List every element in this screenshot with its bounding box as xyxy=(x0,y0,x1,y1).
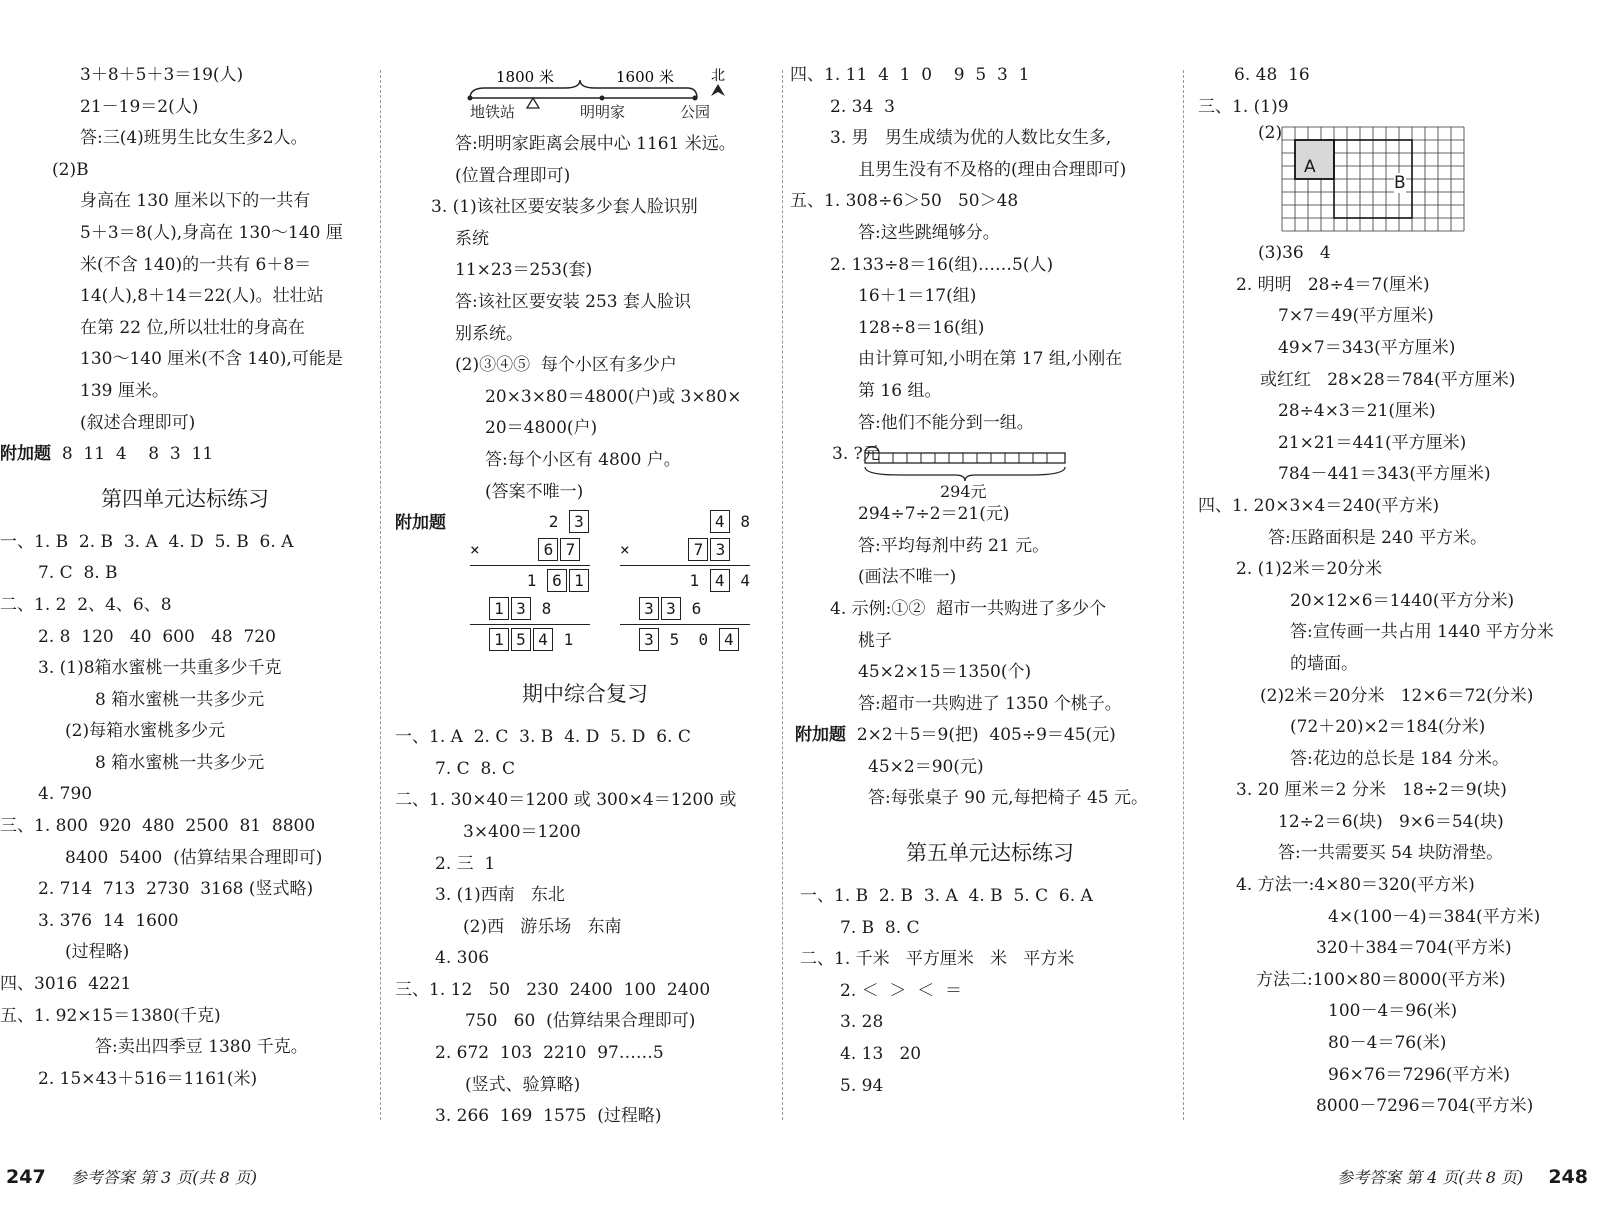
answer-box: 3 xyxy=(569,510,589,533)
home-dot xyxy=(600,96,605,101)
answer-line: 49×7＝343(平方厘米) xyxy=(1278,337,1456,358)
answer-line: 四、1. 20×3×4＝240(平方米) xyxy=(1198,495,1440,516)
answer-line: 答:花边的总长是 184 分米。 xyxy=(1290,748,1509,769)
multiplication-puzzles xyxy=(395,508,775,666)
segment-label-2: 1600 米 xyxy=(616,68,674,86)
answer-line: 答:每个小区有 4800 户。 xyxy=(485,449,681,470)
question-label: (2) xyxy=(1258,123,1283,144)
answer-line: 8 箱水蜜桃一共多少元 xyxy=(95,752,265,773)
answer-line: 3. (1)西南 东北 xyxy=(435,885,565,906)
answer-line: (2)2米＝20分米 12×6＝72(分米) xyxy=(1260,685,1534,706)
park-dot xyxy=(693,96,698,101)
answer-line: 三、1. (1)9 xyxy=(1198,96,1289,117)
answer-line: 3. 男 男生成绩为优的人数比女生多, xyxy=(830,128,1112,149)
answer-line: 别系统。 xyxy=(455,323,523,344)
answer-line: (2)③④⑤ 每个小区有多少户 xyxy=(455,355,677,376)
puzzle-2: 4 8 × 7 3 1 4 4 3 3 6 3 5 0 4 xyxy=(620,512,750,650)
column-divider xyxy=(380,70,381,1120)
answer-line: 8400 5400 (估算结果合理即可) xyxy=(65,847,323,868)
column-1 xyxy=(0,60,370,1095)
answer-box: 6 xyxy=(547,569,567,592)
answer-box: 3 xyxy=(661,597,681,620)
extra-question-label: 附加题 xyxy=(0,444,51,465)
answer-line: (画法不唯一) xyxy=(858,567,957,588)
answer-line: (2)B xyxy=(52,159,89,180)
answer-box: 6 xyxy=(538,538,558,561)
answer-line: 2. 15×43＋516＝1161(米) xyxy=(38,1068,258,1089)
answer-line: 答:明明家距离会展中心 1161 米远。 xyxy=(455,134,736,154)
answer-box: 4 xyxy=(719,628,739,651)
answer-line: 2. 明明 28÷4＝7(厘米) xyxy=(1236,274,1430,295)
page-number: 247 xyxy=(6,1166,46,1188)
answer-box: 1 xyxy=(489,628,509,651)
north-arrow-icon xyxy=(711,84,725,96)
footer-right xyxy=(1337,1165,1588,1188)
total-label: 294元 xyxy=(940,482,987,502)
answer-line: 二、1. 2 2、4、6、8 xyxy=(0,594,172,615)
answer-line: 答:压路面积是 240 平方米。 xyxy=(1268,527,1487,548)
square-grid-svg xyxy=(1280,125,1470,237)
answer-line: 12÷2＝6(块) 9×6＝54(块) xyxy=(1278,811,1504,832)
question-label: 3. ?元 xyxy=(832,444,880,465)
answer-box: 7 xyxy=(688,538,708,561)
answer-line: 三、1. 12 50 230 2400 100 2400 xyxy=(395,979,711,1000)
extra-answer: 8 11 4 8 3 11 xyxy=(61,444,214,465)
answer-line: 五、1. 308÷6＞50 50＞48 xyxy=(790,191,1019,212)
answer-line: 14(人),8＋14＝22(人)。壮壮站 xyxy=(80,286,324,307)
answer-line: 2. ＜ ＞ ＜ ＝ xyxy=(840,980,963,1001)
answer-line: 784－441＝343(平方厘米) xyxy=(1278,464,1491,485)
answer-line: 且男生没有不及格的(理由合理即可) xyxy=(858,159,1127,180)
station-dot xyxy=(468,96,473,101)
answer-line: 4. 790 xyxy=(38,784,93,805)
answer-line: 16＋1＝17(组) xyxy=(858,286,977,307)
answer-box: 5 xyxy=(511,628,531,651)
section-title: 第五单元达标练习 xyxy=(906,841,1074,866)
answer-line: 4×(100－4)＝384(平方米) xyxy=(1328,906,1541,927)
answer-box: 4 xyxy=(710,569,730,592)
answer-line: 3. (1)8箱水蜜桃一共重多少千克 xyxy=(38,658,282,679)
answer-line: 139 厘米。 xyxy=(80,380,169,401)
answer-line: 20＝4800(户) xyxy=(485,418,598,439)
answer-line: 答:卖出四季豆 1380 千克。 xyxy=(95,1037,308,1058)
place-label: 公园 xyxy=(680,103,711,121)
price-diagram xyxy=(800,439,1180,502)
puzzle-1: 2 3 × 6 7 1 6 1 1 3 8 1 5 4 1 xyxy=(470,508,590,654)
answer-line: 二、1. 30×40＝1200 或 300×4＝1200 或 xyxy=(395,790,737,811)
answer-line: 7. B 8. C xyxy=(840,917,920,938)
answer-line: 答:他们不能分到一组。 xyxy=(858,412,1034,433)
answer-line: 8 箱水蜜桃一共多少元 xyxy=(95,689,265,710)
answer-line: 320＋384＝704(平方米) xyxy=(1316,938,1512,959)
answer-line: 系统 xyxy=(455,228,489,249)
answer-line: 四、3016 4221 xyxy=(0,974,132,995)
segment-label-1: 1800 米 xyxy=(496,68,554,86)
answer-line: 3. 266 169 1575 (过程略) xyxy=(435,1106,662,1127)
answer-line: 3. 376 14 1600 xyxy=(38,910,179,931)
grid-figure xyxy=(1198,123,1600,238)
answer-line: 4. 示例:①② 超市一共购进了多少个 xyxy=(830,598,1107,619)
answer-box: 1 xyxy=(569,569,589,592)
answer-line: 3＋8＋5＋3＝19(人) xyxy=(80,65,244,85)
extra-question-label: 附加题 xyxy=(795,725,846,746)
answer-line: 3. (1)该社区要安装多少套人脸识别 xyxy=(431,197,698,218)
answer-line: 答:宣传画一共占用 1440 平方分米 xyxy=(1290,622,1554,643)
column-divider xyxy=(782,70,783,1120)
answer-line: 2. 133÷8＝16(组)……5(人) xyxy=(830,254,1054,275)
answer-line: 96×76＝7296(平方米) xyxy=(1328,1064,1511,1085)
answer-line: 20×3×80＝4800(户)或 3×80× xyxy=(485,386,742,407)
answer-line: 五、1. 92×15＝1380(千克) xyxy=(0,1005,221,1026)
section-title: 期中综合复习 xyxy=(522,682,648,707)
answer-line: 45×2×15＝1350(个) xyxy=(858,662,1032,683)
answer-line: 米(不含 140)的一共有 6＋8＝ xyxy=(80,254,312,275)
answer-line: 2. (1)2米＝20分米 xyxy=(1236,559,1383,580)
answer-line: 11×23＝253(套) xyxy=(455,260,593,281)
segment-ticks xyxy=(879,453,1047,463)
answer-line: 21－19＝2(人) xyxy=(80,96,199,117)
answer-line: 5＋3＝8(人),身高在 130～140 厘 xyxy=(80,222,343,243)
place-label: 地铁站 xyxy=(470,103,516,121)
answer-line: 80－4＝76(米) xyxy=(1328,1033,1447,1054)
answer-line: 7. C 8. B xyxy=(38,563,118,584)
place-label: 明明家 xyxy=(580,103,626,121)
answer-line: 750 60 (估算结果合理即可) xyxy=(465,1011,696,1032)
answer-box: 4 xyxy=(710,510,730,533)
answer-line: 的墙面。 xyxy=(1290,653,1358,674)
answer-box: 3 xyxy=(639,597,659,620)
answer-line: 四、1. 11 4 1 0 9 5 3 1 xyxy=(790,65,1030,85)
north-label: 北 xyxy=(711,68,725,84)
answer-line: 答:该社区要安装 253 套人脸识 xyxy=(455,291,691,312)
answer-line: 3. 28 xyxy=(840,1012,884,1033)
section-title: 第四单元达标练习 xyxy=(101,486,269,511)
answer-box: 1 xyxy=(489,597,509,620)
answer-line: 三、1. 800 920 480 2500 81 8800 xyxy=(0,816,316,837)
answer-line: 答:每张桌子 90 元,每把椅子 45 元。 xyxy=(868,788,1149,809)
answer-line: 一、1. B 2. B 3. A 4. B 5. C 6. A xyxy=(800,886,1093,907)
answer-line: (答案不唯一) xyxy=(485,481,584,502)
answer-line: 4. 306 xyxy=(435,948,490,969)
answer-line: 3. 20 厘米＝2 分米 18÷2＝9(块) xyxy=(1236,780,1507,801)
answer-line: (位置合理即可) xyxy=(455,165,571,186)
answer-line: 在第 22 位,所以壮壮的身高在 xyxy=(80,317,305,338)
answer-line: 或红红 28×28＝784(平方厘米) xyxy=(1260,369,1516,390)
column-3 xyxy=(790,60,1180,1102)
answer-line: 28÷4×3＝21(厘米) xyxy=(1278,401,1436,422)
answer-line: 130～140 厘米(不含 140),可能是 xyxy=(80,349,343,370)
answer-line: 2. 8 120 40 600 48 720 xyxy=(38,626,276,647)
column-4 xyxy=(1198,60,1600,1123)
answer-line: 100－4＝96(米) xyxy=(1328,1001,1458,1022)
answer-line: (竖式、验算略) xyxy=(465,1074,581,1095)
answer-line: 一、1. B 2. B 3. A 4. D 5. B 6. A xyxy=(0,531,294,552)
column-2 xyxy=(395,60,775,1133)
column-divider xyxy=(1183,70,1184,1120)
answer-line: 第 16 组。 xyxy=(858,380,942,401)
answer-line: (2)每箱水蜜桃多少元 xyxy=(65,721,226,742)
answer-line: 8000－7296＝704(平方米) xyxy=(1316,1096,1534,1117)
answer-line: 2. 34 3 xyxy=(830,96,895,117)
answer-line: 4. 13 20 xyxy=(840,1044,922,1065)
answer-line: (3)36 4 xyxy=(1258,243,1331,264)
answer-line: 20×12×6＝1440(平方分米) xyxy=(1290,590,1515,611)
total-segment xyxy=(865,453,1065,463)
answer-line: 方法二:100×80＝8000(平方米) xyxy=(1256,969,1506,990)
answer-line: 45×2＝90(元) xyxy=(868,756,984,777)
answer-line: 128÷8＝16(组) xyxy=(858,317,985,338)
answer-line: 6. 48 16 xyxy=(1234,65,1310,85)
answer-line: 二、1. 千米 平方厘米 米 平方米 xyxy=(800,949,1075,970)
footer-text: 参考答案 第 4 页(共 8 页) xyxy=(1336,1168,1524,1187)
answer-box: 3 xyxy=(639,628,659,651)
answer-line: 4. 方法一:4×80＝320(平方米) xyxy=(1236,875,1475,896)
answer-line: 身高在 130 厘米以下的一共有 xyxy=(80,191,311,212)
answer-line: 答:一共需要买 54 块防滑垫。 xyxy=(1278,843,1504,864)
page-number: 248 xyxy=(1548,1166,1588,1188)
answer-line: 2×2＋5＝9(把) 405÷9＝45(元) xyxy=(856,725,1116,746)
answer-line: 答:平均每剂中药 21 元。 xyxy=(858,535,1050,556)
answer-line: (72＋20)×2＝184(分米) xyxy=(1290,717,1486,738)
answer-line: 由计算可知,小明在第 17 组,小刚在 xyxy=(858,349,1123,370)
answer-line: 桃子 xyxy=(858,630,892,651)
answer-line: 21×21＝441(平方厘米) xyxy=(1278,432,1467,453)
answer-line: 答:超市一共购进了 1350 个桃子。 xyxy=(858,693,1122,714)
answer-line: 一、1. A 2. C 3. B 4. D 5. D 6. C xyxy=(395,727,691,748)
distance-line-svg xyxy=(465,60,825,123)
answer-box: 3 xyxy=(710,538,730,561)
answer-line: 2. 672 103 2210 97……5 xyxy=(435,1043,664,1064)
answer-line: 2. 714 713 2730 3168 (竖式略) xyxy=(38,879,314,900)
extra-question-label: 附加题 xyxy=(395,513,446,534)
answer-line: 7. C 8. C xyxy=(435,758,516,779)
square-label-a: A xyxy=(1304,157,1316,178)
center-marker-icon xyxy=(527,98,539,108)
answer-line: 7×7＝49(平方厘米) xyxy=(1278,306,1434,327)
answer-box: 4 xyxy=(533,628,553,651)
answer-line: (过程略) xyxy=(65,942,130,963)
square-label-b: B xyxy=(1394,173,1406,194)
answer-line: (叙述合理即可) xyxy=(80,412,196,433)
answer-box: 7 xyxy=(560,538,580,561)
answer-line: 3×400＝1200 xyxy=(463,821,581,842)
answer-line: 答:三(4)班男生比女生多2人。 xyxy=(80,128,308,149)
answer-line: 294÷7÷2＝21(元) xyxy=(858,504,1010,525)
footer-left xyxy=(6,1165,257,1188)
answer-box: 3 xyxy=(511,597,531,620)
unknown-brace xyxy=(865,447,879,453)
footer-text: 参考答案 第 3 页(共 8 页) xyxy=(70,1168,258,1187)
answer-line: 2. 三 1 xyxy=(435,853,496,874)
answer-line: (2)西 游乐场 东南 xyxy=(463,916,622,937)
answer-line: 答:这些跳绳够分。 xyxy=(858,222,1000,243)
answer-line: 5. 94 xyxy=(840,1075,884,1096)
